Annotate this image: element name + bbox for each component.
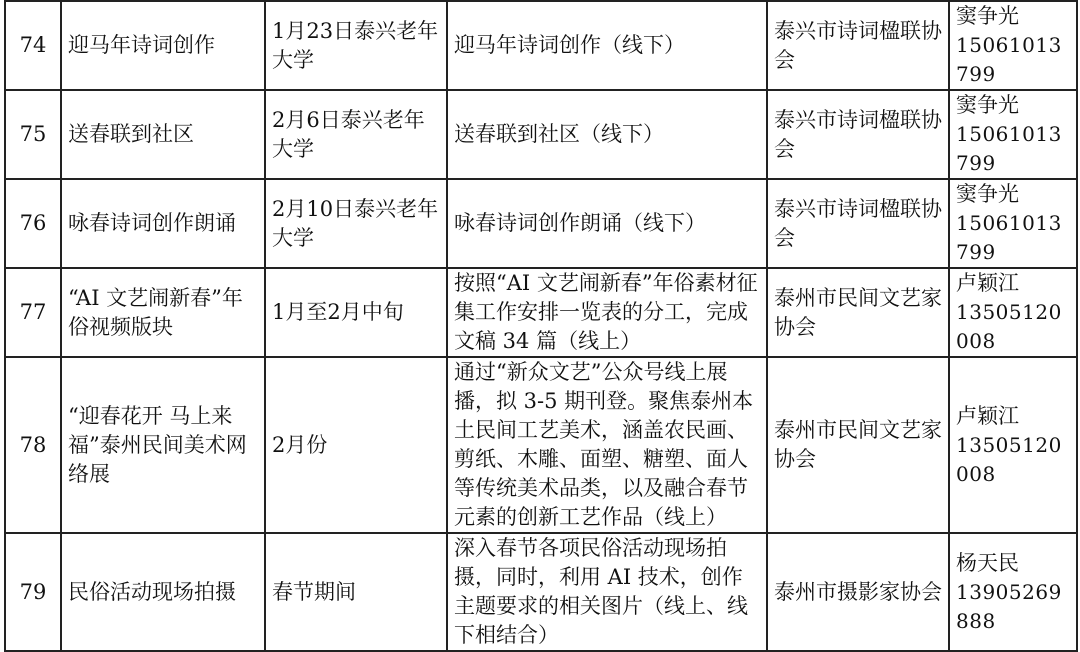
row-number: 78 xyxy=(5,357,61,533)
contact-phone: 13905269888 xyxy=(956,579,1062,633)
activity-content: 咏春诗词创作朗诵（线下） xyxy=(447,179,767,268)
activity-date-location: 2月6日泰兴老年大学 xyxy=(265,90,447,179)
organizer: 泰州市民间文艺家协会 xyxy=(767,268,949,357)
contact-cell xyxy=(949,268,1077,357)
row-number: 76 xyxy=(5,179,61,268)
table-row xyxy=(5,268,1077,357)
contact-phone: 15061013799 xyxy=(956,33,1062,86)
table-row xyxy=(5,90,1077,179)
row-number: 77 xyxy=(5,268,61,357)
organizer: 泰兴市诗词楹联协会 xyxy=(767,90,949,179)
activity-content: 通过“新众文艺”公众号线上展播，拟 3-5 期刊登。聚焦泰州本土民间工艺美术，涵盖农民画、剪纸、木雕、面塑、糖塑、面人等传统美术品类，以及融合春节元素的创新工艺作品（线上） xyxy=(447,357,767,533)
activity-date-location: 2月份 xyxy=(265,357,447,533)
contact-cell xyxy=(949,179,1077,268)
table-row xyxy=(5,179,1077,268)
contact-phone: 13505120008 xyxy=(956,300,1062,353)
activity-name: 咏春诗词创作朗诵 xyxy=(61,179,265,268)
activity-date-location: 2月10日泰兴老年大学 xyxy=(265,179,447,268)
contact-person: 窦争光 xyxy=(956,4,1019,28)
activity-date-location: 1月至2月中旬 xyxy=(265,268,447,357)
contact-person: 窦争光 xyxy=(956,182,1019,206)
activity-name: 送春联到社区 xyxy=(61,90,265,179)
contact-cell xyxy=(949,357,1077,533)
organizer: 泰州市摄影家协会 xyxy=(767,533,949,651)
activity-table xyxy=(4,0,1078,652)
contact-phone: 15061013799 xyxy=(956,211,1062,264)
organizer: 泰州市民间文艺家协会 xyxy=(767,357,949,533)
organizer: 泰兴市诗词楹联协会 xyxy=(767,179,949,268)
table-row xyxy=(5,357,1077,533)
activity-name: “迎春花开 马上来福”泰州民间美术网络展 xyxy=(61,357,265,533)
table-row xyxy=(5,1,1077,90)
contact-cell xyxy=(949,533,1077,651)
activity-name: “AI 文艺闹新春”年俗视频版块 xyxy=(61,268,265,357)
activity-content: 深入春节各项民俗活动现场拍摄，同时，利用 AI 技术，创作主题要求的相关图片（线上、线下相结合） xyxy=(447,533,767,651)
activity-name: 民俗活动现场拍摄 xyxy=(61,533,265,651)
contact-phone: 13505120008 xyxy=(956,432,1062,486)
activity-content: 送春联到社区（线下） xyxy=(447,90,767,179)
table-row xyxy=(5,533,1077,651)
contact-person: 窦争光 xyxy=(956,93,1019,117)
contact-person: 卢颖江 xyxy=(956,403,1019,428)
contact-phone: 15061013799 xyxy=(956,122,1062,175)
activity-date-location: 春节期间 xyxy=(265,533,447,651)
activity-name: 迎马年诗词创作 xyxy=(61,1,265,90)
contact-cell xyxy=(949,90,1077,179)
contact-person: 杨天民 xyxy=(956,550,1019,575)
row-number: 74 xyxy=(5,1,61,90)
contact-cell xyxy=(949,1,1077,90)
activity-content: 按照“AI 文艺闹新春”年俗素材征集工作安排一览表的分工，完成文稿 34 篇（线上） xyxy=(447,268,767,357)
organizer: 泰兴市诗词楹联协会 xyxy=(767,1,949,90)
row-number: 75 xyxy=(5,90,61,179)
activity-content: 迎马年诗词创作（线下） xyxy=(447,1,767,90)
row-number: 79 xyxy=(5,533,61,651)
activity-date-location: 1月23日泰兴老年大学 xyxy=(265,1,447,90)
contact-person: 卢颖江 xyxy=(956,271,1019,295)
